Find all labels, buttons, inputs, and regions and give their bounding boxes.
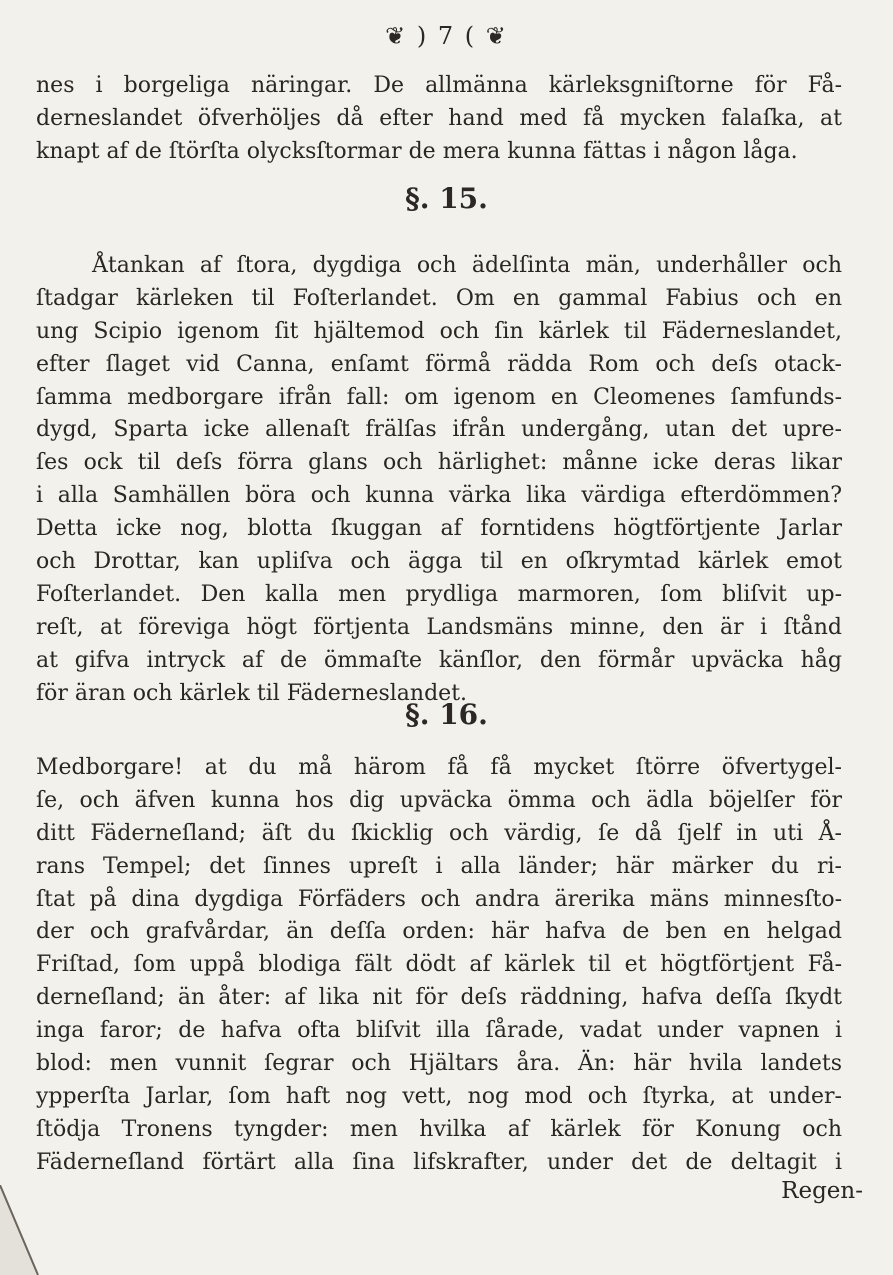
text-line: efter ſlaget vid Canna, enſamt förmå rädda Rom och deſs otack- [36, 351, 842, 377]
text-line: derneslandet öfverhöljes då efter hand med få mycken falaſka, at [36, 105, 842, 131]
text-line: ypperſta Jarlar, ſom haft nog vett, nog mod och ſtyrka, at under- [36, 1083, 842, 1109]
text-line: Åtankan af ſtora, dygdiga och ädelſinta män, underhåller och [92, 253, 842, 278]
text-line: der och grafvårdar, än deſſa orden: här hafva de ben en helgad [36, 919, 842, 945]
text-line: Friſtad, ſom uppå blodiga fält dödt af kärlek til et högtförtjent Få- [36, 952, 842, 978]
text-line: inga faror; de hafva ofta bliſvit illa ſårade, vadat under vapnen i [36, 1018, 842, 1044]
text-line: ſtödja Tronens tyngder: men hvilka af kärlek för Konung och [36, 1116, 842, 1142]
text-line: derneſland; än åter: af lika nit för deſs räddning, hafva deſſa ſkydt [36, 985, 842, 1011]
text-line: ditt Fäderneſland; äſt du ſkicklig och värdig, ſe då ſjelf in uti Å- [36, 820, 842, 846]
text-line: knapt af de ſtörſta olycksſtormar de mera kunna fättas i någon låga. [36, 138, 798, 164]
text-line: rans Tempel; det ſinnes upreſt i alla länder; här märker du ri- [36, 853, 842, 879]
page-corner-fold [0, 1185, 40, 1275]
text-line: för äran och kärlek til Fäderneslandet. [36, 680, 468, 706]
running-head: ❦ ) 7 ( ❦ [385, 22, 508, 50]
text-line: at gifva intryck af de ömmaſte känſlor, den förmår upväcka håg [36, 647, 842, 673]
text-line: nes i borgeliga näringar. De allmänna kärleksgniſtorne för Få- [36, 73, 842, 98]
text-line: ſamma medborgare ifrån fall: om igenom en Cleomenes ſamfunds- [36, 384, 842, 410]
text-line: blod: men vunnit ſegrar och Hjältars åra. Än: här hvila landets [36, 1051, 842, 1077]
section-heading-15: §. 15. [405, 182, 488, 215]
text-line: Medborgare! at du må härom få få mycket ſtörre öfvertygel- [36, 755, 842, 780]
paragraph-continuation [36, 70, 842, 169]
text-line: och Drottar, kan upliſva och ägga til en oſkrymtad kärlek emot [36, 549, 842, 575]
section-heading-16: §. 16. [405, 698, 488, 731]
paragraph-section-16 [36, 752, 842, 1180]
paragraph-section-15 [36, 250, 842, 710]
text-line: ſes ock til deſs förra glans och härlighet: månne icke deras likar [36, 450, 842, 476]
text-line: reſt, at föreviga högt förtjenta Landsmäns minne, den är i ſtånd [36, 614, 842, 640]
text-line: Fäderneſland förtärt alla ſina lifskrafter, under det de deltagit i [36, 1149, 842, 1175]
text-line: ſtadgar kärleken til Foſterlandet. Om en gammal Fabius och en [36, 285, 842, 311]
text-line: dygd, Sparta icke allenaſt frälſas ifrån undergång, utan det upre- [36, 417, 842, 443]
text-line: Foſterlandet. Den kalla men prydliga marmoren, ſom bliſvit up- [36, 581, 842, 607]
text-line: ſtat på dina dygdiga Förfäders och andra ärerika mäns minnesſto- [36, 886, 842, 912]
catchword: Regen- [781, 1178, 863, 1204]
text-line: ung Scipio igenom ſit hjältemod och ſin kärlek til Fäderneslandet, [36, 318, 842, 344]
text-line: Detta icke nog, blotta ſkuggan af forntidens högtförtjente Jarlar [36, 516, 842, 542]
text-line: ſe, och äfven kunna hos dig upväcka ömma och ädla böjelſer för [36, 787, 842, 813]
text-line: i alla Samhällen böra och kunna värka lika värdiga efterdömmen? [36, 483, 842, 509]
